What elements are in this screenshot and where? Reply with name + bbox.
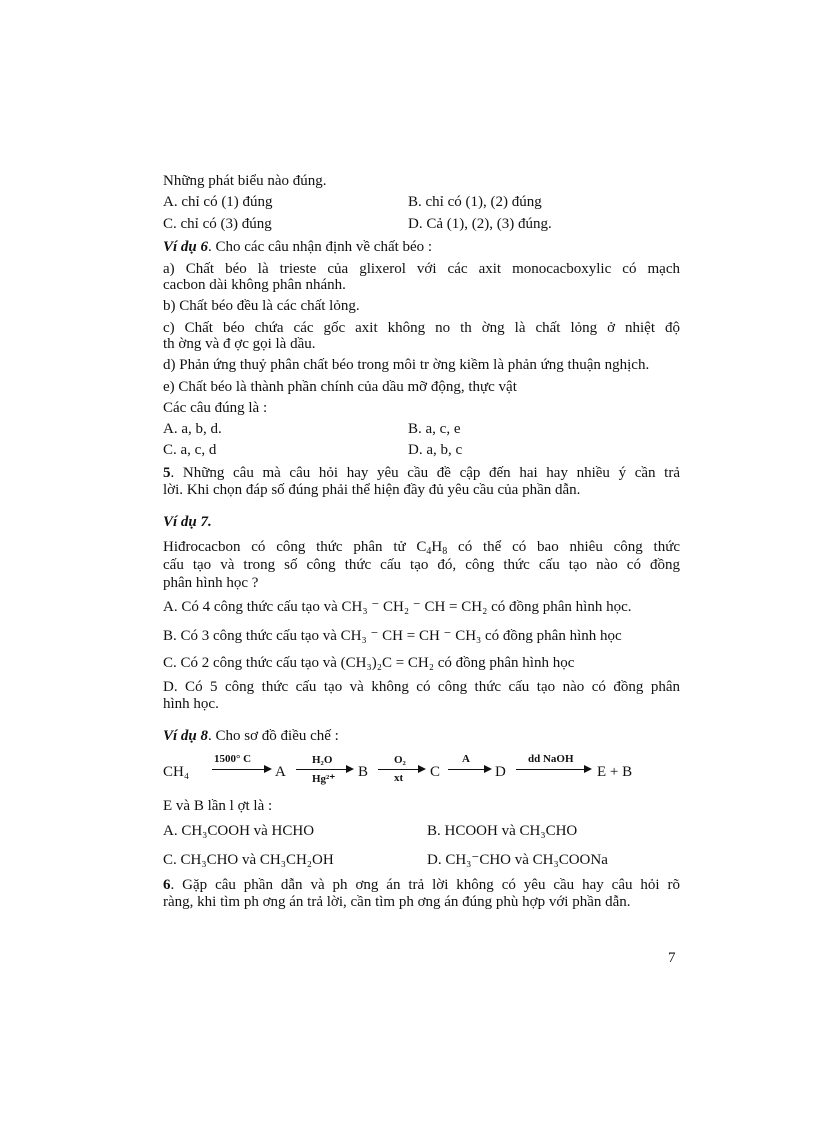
- section-6-number: 6: [163, 877, 171, 893]
- arrow3-bottom: xt: [394, 772, 404, 784]
- vd6-prompt: Các câu đúng là :: [163, 400, 268, 416]
- vd7-line1-mid: H: [431, 539, 443, 555]
- vd7-line1: [163, 538, 680, 556]
- arrow5-head: [584, 765, 592, 773]
- arrow5: [516, 769, 584, 770]
- example-6-text: . Cho các câu nhận định về chất béo :: [208, 239, 433, 255]
- arrow4-head: [484, 765, 492, 773]
- section-5-text: . Những câu mà câu hỏi hay yêu cầu đề cập đến hai hay nhiều ý cần trả: [170, 465, 680, 481]
- scheme-c: C: [430, 764, 441, 780]
- vd7-option-c: C. Có 2 công thức cấu tạo và (CH₃)₂C = CH₂ có đồng phân hình học: [163, 655, 575, 671]
- arrow1-head: [264, 765, 272, 773]
- arrow2: [296, 769, 346, 770]
- vd7-option-d-line2: hình học.: [163, 696, 219, 712]
- arrow4: [448, 769, 484, 770]
- vd7-option-b: B. Có 3 công thức cấu tạo và CH₃ ⁻ CH = CH ⁻ CH₃ có đồng phân hình học: [163, 628, 622, 644]
- arrow2-top: H₂O: [312, 754, 333, 766]
- scheme-start: CH₄: [163, 764, 190, 780]
- vd7-sub-8: 8: [442, 546, 448, 557]
- option-d: D. Cả (1), (2), (3) đúng.: [408, 216, 552, 232]
- arrow3-top: O₂: [394, 754, 406, 766]
- scheme-b: B: [358, 764, 369, 780]
- stmt-c-line2: th ờng và đ ợc gọi là dầu.: [163, 336, 316, 352]
- vd7-line3: phân hình học ?: [163, 575, 259, 591]
- stmt-a-line1: a) Chất béo là trieste của glixerol với các axit monocacboxylic có mạch: [163, 261, 680, 277]
- vd7-option-d-line1: D. Có 5 công thức cấu tạo và không có công thức cấu tạo nào có đồng phân: [163, 679, 680, 695]
- vd8-option-b: B. HCOOH và CH₃CHO: [427, 823, 578, 839]
- vd8-question: E và B lần l ợt là :: [163, 798, 273, 814]
- stmt-c-line1: c) Chất béo chứa các gốc axit không no th ờng là chất lỏng ở nhiệt độ: [163, 320, 680, 336]
- arrow4-label: A: [462, 753, 470, 765]
- example-7-label: Ví dụ 7.: [163, 514, 212, 530]
- section-5-line2: lời. Khi chọn đáp số đúng phải thể hiện đầy đủ yêu cầu của phần dẫn.: [163, 482, 581, 498]
- arrow3: [378, 769, 418, 770]
- section-5-line1: [163, 464, 680, 482]
- vd8-option-c: C. CH₃CHO và CH₃CH₂OH: [163, 852, 334, 868]
- arrow1-label: 1500° C: [214, 753, 252, 765]
- vd7-line1-pre: Hiđrocacbon có công thức phân tử C: [163, 539, 427, 555]
- vd7-line1-post: có thể có bao nhiêu công thức: [447, 539, 680, 555]
- vd6-option-b: B. a, c, e: [408, 421, 461, 437]
- scheme-end: E + B: [597, 764, 633, 780]
- arrow2-head: [346, 765, 354, 773]
- option-a: A. chỉ có (1) đúng: [163, 194, 273, 210]
- stmt-d: d) Phản ứng thuỷ phân chất béo trong môi tr ờng kiềm là phản ứng thuận nghịch.: [163, 357, 650, 373]
- vd6-option-a: A. a, b, d.: [163, 421, 222, 437]
- arrow2-bottom: Hg²⁺: [312, 773, 336, 785]
- vd6-option-d: D. a, b, c: [408, 442, 463, 458]
- intro-question: Những phát biểu nào đúng.: [163, 173, 327, 189]
- vd7-option-a: A. Có 4 công thức cấu tạo và CH₃ ⁻ CH₂ ⁻ CH = CH₂ có đồng phân hình học.: [163, 599, 632, 615]
- section-6-line1: [163, 876, 680, 894]
- vd6-option-c: C. a, c, d: [163, 442, 217, 458]
- page-number: 7: [668, 950, 676, 966]
- arrow5-label: dd NaOH: [528, 753, 574, 765]
- example-8-text: . Cho sơ đồ điều chế :: [208, 728, 339, 744]
- vd7-sub-4: 4: [426, 546, 432, 557]
- scheme-a: A: [275, 764, 286, 780]
- vd7-line2: cấu tạo và trong số công thức cấu tạo đó, công thức cấu tạo nào có đồng: [163, 557, 680, 573]
- scheme-d: D: [495, 764, 506, 780]
- stmt-a-line2: cacbon dài không phân nhánh.: [163, 277, 346, 293]
- example-8-label: Ví dụ 8: [163, 728, 209, 744]
- example-6-heading: [163, 238, 432, 256]
- section-6-text: . Gặp câu phần dẫn và ph ơng án trả lời không có yêu cầu hay câu hỏi rõ: [170, 877, 680, 893]
- stmt-b: b) Chất béo đều là các chất lỏng.: [163, 298, 360, 314]
- stmt-e: e) Chất béo là thành phần chính của dầu mỡ động, thực vật: [163, 379, 517, 395]
- option-c: C. chỉ có (3) đúng: [163, 216, 272, 232]
- section-6-line2: ràng, khi tìm ph ơng án trả lời, cần tìm ph ơng án đúng phù hợp với phần dẫn.: [163, 894, 631, 910]
- arrow3-head: [418, 765, 426, 773]
- example-6-label: Ví dụ 6: [163, 239, 209, 255]
- vd8-option-a: A. CH₃COOH và HCHO: [163, 823, 315, 839]
- section-5-number: 5: [163, 465, 171, 481]
- option-b: B. chỉ có (1), (2) đúng: [408, 194, 542, 210]
- vd8-option-d: D. CH₃⁻CHO và CH₃COONa: [427, 852, 608, 868]
- example-8-heading: [163, 727, 339, 745]
- arrow1: [212, 769, 264, 770]
